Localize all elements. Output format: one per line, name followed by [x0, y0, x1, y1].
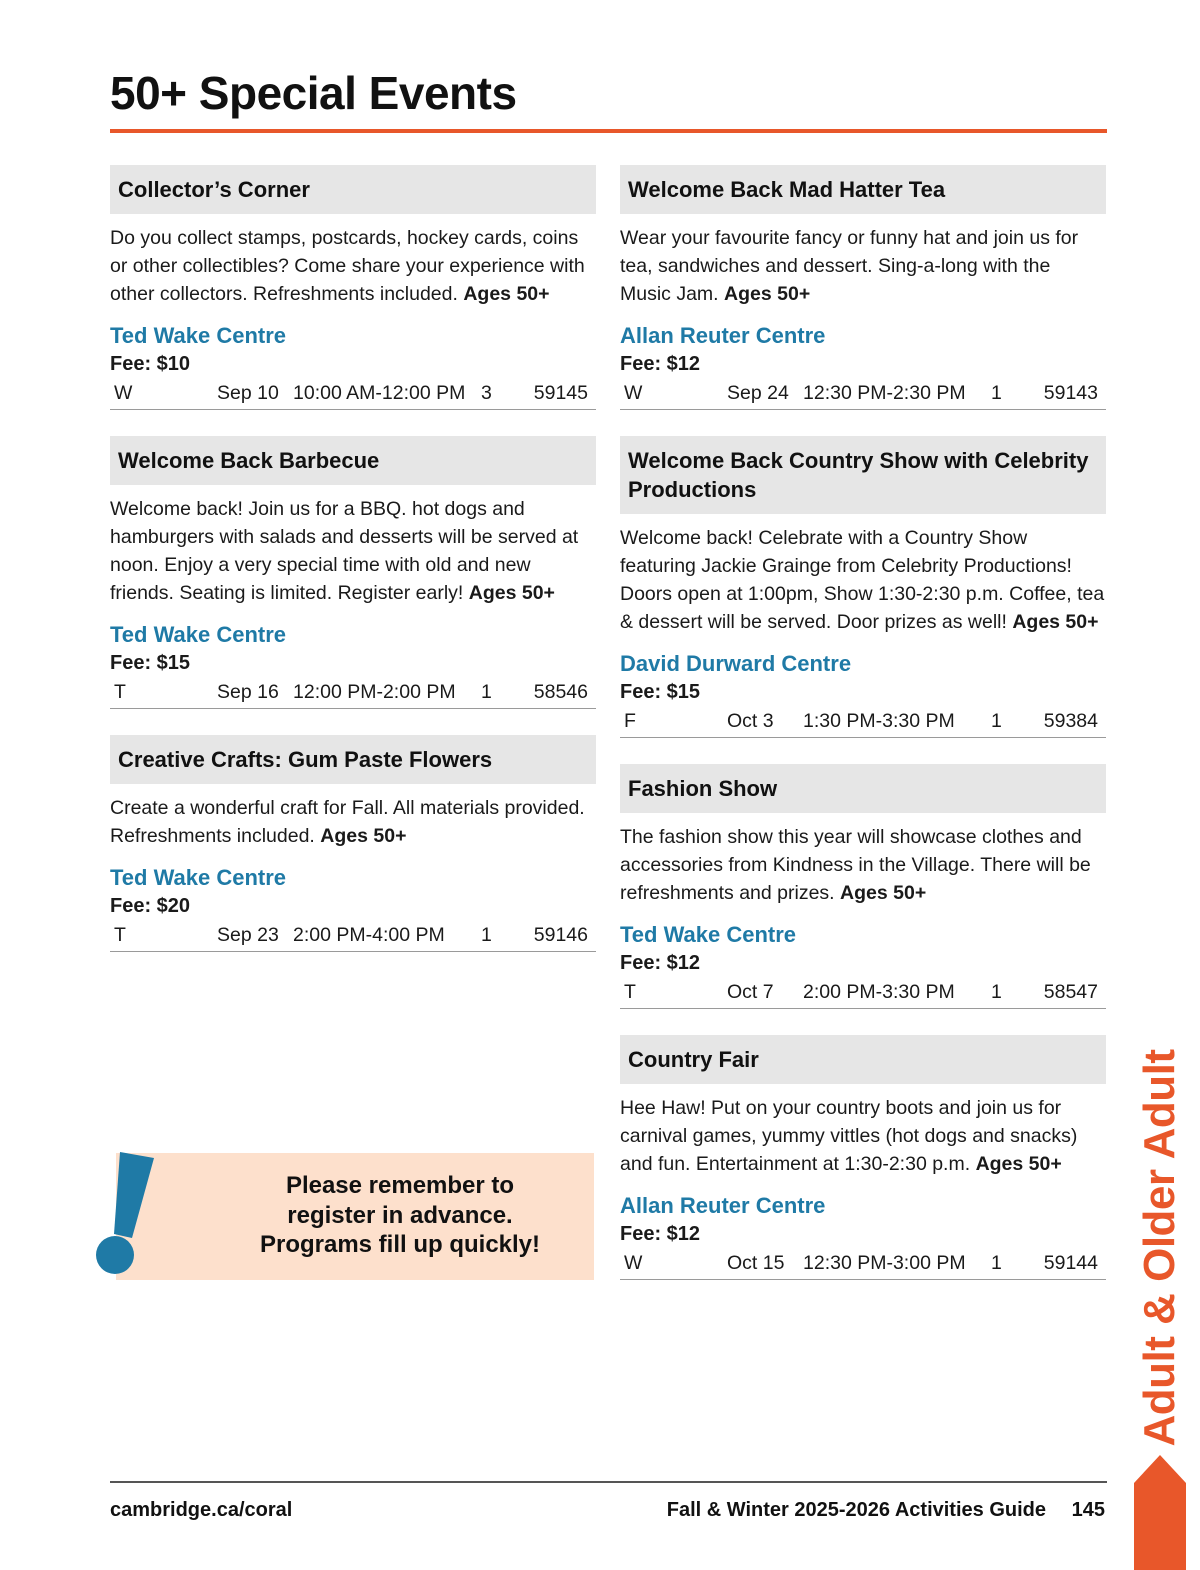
event-sessions: 1 [481, 924, 492, 946]
event-time: 12:30 PM-2:30 PM [803, 382, 966, 404]
event-fee: Fee: $20 [110, 895, 191, 917]
event-code: 58546 [533, 681, 588, 703]
event-fee: Fee: $12 [620, 353, 701, 375]
event-description: Do you collect stamps, postcards, hockey cards, coins or other collectibles? Come share your experience with other collectors. Refreshments included. Ages 50+ [110, 227, 585, 305]
page-title: 50+ Special Events [110, 67, 517, 119]
event-title: Welcome Back Country Show with Celebrity Productions [620, 436, 1106, 514]
event-fee: Fee: $15 [620, 681, 701, 703]
event-sessions: 1 [991, 1252, 1002, 1274]
event-sessions: 3 [481, 382, 492, 404]
event-time: 1:30 PM-3:30 PM [803, 710, 955, 732]
event-day: W [114, 382, 133, 404]
event-ages: Ages 50+ [724, 283, 811, 305]
event-description: Welcome back! Join us for a BBQ. hot dogs and hamburgers with salads and desserts will be served at noon. Enjoy a very special time with old and new friends. Seating is limited. Register early! Ages 50+ [110, 498, 579, 604]
event-location[interactable]: David Durward Centre [620, 651, 852, 676]
event-date: Sep 23 [217, 924, 279, 946]
event-country-fair [620, 1035, 1106, 1280]
footer-guide-title: Fall & Winter 2025-2026 Activities Guide [666, 1499, 1046, 1521]
event-description: Hee Haw! Put on your country boots and join us for carnival games, yummy vittles (hot dogs and snacks) and fun. Entertainment at 1:30-2:30 p.m. Ages 50+ [620, 1097, 1078, 1175]
event-title: Fashion Show [620, 764, 1106, 813]
event-sessions: 1 [991, 382, 1002, 404]
event-code: 58547 [1043, 981, 1098, 1003]
left-column [110, 165, 596, 978]
event-title: Welcome Back Mad Hatter Tea [620, 165, 1106, 214]
event-country-show [620, 436, 1106, 738]
event-fee: Fee: $12 [620, 952, 701, 974]
event-schedule-row [620, 977, 1106, 1009]
event-code: 59144 [1043, 1252, 1098, 1274]
event-code: 59384 [1043, 710, 1098, 732]
event-sessions: 1 [991, 981, 1002, 1003]
event-description: Welcome back! Celebrate with a Country Show featuring Jackie Grainge from Celebrity Productions! Doors open at 1:00pm, Show 1:30-2:30 p.m. Coffee, tea & dessert will be served. Door prizes as well! Ages 50+ [620, 527, 1105, 633]
event-day: T [624, 981, 636, 1003]
event-day: W [624, 1252, 643, 1274]
event-code: 59143 [1043, 382, 1098, 404]
event-location[interactable]: Ted Wake Centre [620, 922, 797, 947]
event-time: 10:00 AM-12:00 PM [293, 382, 466, 404]
event-schedule-row [110, 920, 596, 952]
event-location[interactable]: Allan Reuter Centre [620, 323, 826, 348]
event-schedule-row [620, 1248, 1106, 1280]
event-ages: Ages 50+ [463, 283, 550, 305]
event-day: W [624, 382, 643, 404]
footer-url[interactable]: cambridge.ca/coral [110, 1499, 293, 1521]
event-collectors-corner [110, 165, 596, 410]
reminder-text: Please remember to register in advance. Programs fill up quickly! [259, 1172, 541, 1258]
page-number: 145 [1071, 1499, 1105, 1521]
event-creative-crafts [110, 735, 596, 952]
event-time: 2:00 PM-4:00 PM [293, 924, 445, 946]
event-title: Collector’s Corner [110, 165, 596, 214]
event-day: T [114, 924, 126, 946]
event-code: 59146 [533, 924, 588, 946]
event-schedule-row [110, 378, 596, 410]
event-ages: Ages 50+ [320, 825, 407, 847]
event-fee: Fee: $15 [110, 652, 191, 674]
event-mad-hatter-tea [620, 165, 1106, 410]
event-location[interactable]: Ted Wake Centre [110, 323, 287, 348]
title-rule [110, 129, 1107, 133]
event-sessions: 1 [991, 710, 1002, 732]
event-time: 2:00 PM-3:30 PM [803, 981, 955, 1003]
arrow-tab-icon [1134, 1455, 1186, 1570]
event-time: 12:00 PM-2:00 PM [293, 681, 456, 703]
footer-rule [110, 1481, 1107, 1483]
event-description: The fashion show this year will showcase clothes and accessories from Kindness in the Village. There will be refreshments and prizes. Ages 50+ [620, 826, 1091, 904]
event-title: Creative Crafts: Gum Paste Flowers [110, 735, 596, 784]
event-date: Oct 3 [727, 710, 774, 732]
event-location[interactable]: Allan Reuter Centre [620, 1193, 826, 1218]
event-ages: Ages 50+ [840, 882, 927, 904]
event-description: Create a wonderful craft for Fall. All materials provided. Refreshments included. Ages 50+ [110, 797, 585, 847]
event-location[interactable]: Ted Wake Centre [110, 622, 287, 647]
event-schedule-row [620, 706, 1106, 738]
exclamation-mark-icon [92, 1150, 158, 1280]
event-schedule-row [110, 677, 596, 709]
event-fashion-show [620, 764, 1106, 1009]
event-time: 12:30 PM-3:00 PM [803, 1252, 966, 1274]
event-title: Country Fair [620, 1035, 1106, 1084]
event-schedule-row [620, 378, 1106, 410]
event-date: Sep 24 [727, 382, 789, 404]
event-ages: Ages 50+ [1012, 611, 1099, 633]
event-code: 59145 [533, 382, 588, 404]
reminder-box [116, 1153, 594, 1280]
event-ages: Ages 50+ [468, 582, 555, 604]
event-fee: Fee: $12 [620, 1223, 701, 1245]
event-day: T [114, 681, 126, 703]
event-title: Welcome Back Barbecue [110, 436, 596, 485]
event-fee: Fee: $10 [110, 353, 191, 375]
section-side-label: Adult & Older Adult [1135, 1049, 1184, 1447]
event-location[interactable]: Ted Wake Centre [110, 865, 287, 890]
event-welcome-back-barbecue [110, 436, 596, 709]
event-day: F [624, 710, 636, 732]
event-date: Oct 7 [727, 981, 774, 1003]
event-date: Sep 16 [217, 681, 279, 703]
event-description: Wear your favourite fancy or funny hat and join us for tea, sandwiches and dessert. Sing-a-long with the Music Jam. Ages 50+ [620, 227, 1079, 305]
event-sessions: 1 [481, 681, 492, 703]
event-date: Oct 15 [727, 1252, 785, 1274]
event-date: Sep 10 [217, 382, 279, 404]
event-ages: Ages 50+ [975, 1153, 1062, 1175]
right-column [620, 165, 1106, 1306]
